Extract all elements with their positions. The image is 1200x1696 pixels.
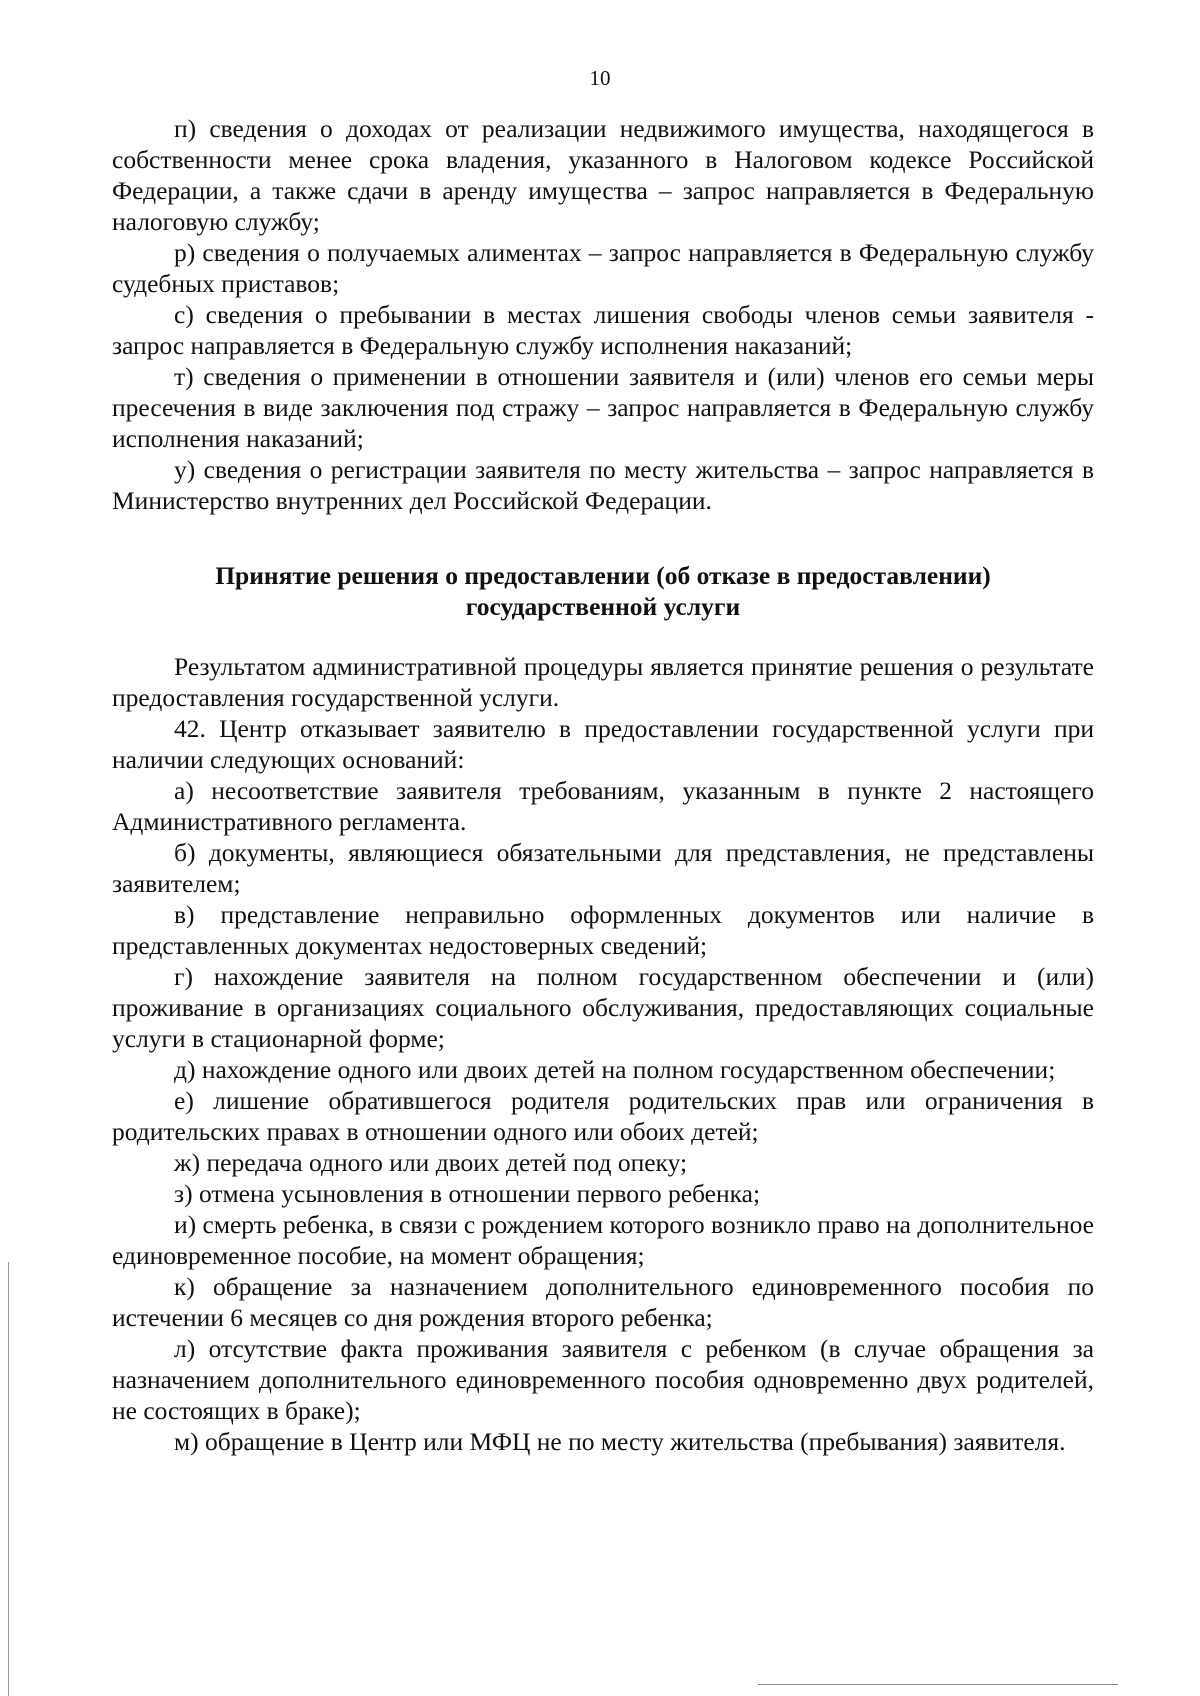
page-number: 10 [589, 66, 611, 90]
section-heading-line-1: Принятие решения о предоставлении (об отказе в предоставлении) [215, 561, 991, 590]
item-e: е) лишение обратившегося родителя родительских прав или ограничения в родительских правах в отношении одного или обоих детей; [112, 1086, 1094, 1146]
item-d: д) нахождение одного или двоих детей на полном государственном обеспечении; [174, 1055, 1056, 1084]
item-m: м) обращение в Центр или МФЦ не по месту жительства (пребывания) заявителя. [174, 1427, 1066, 1456]
section-heading [112, 560, 1094, 622]
item-i: и) смерть ребенка, в связи с рождением которого возникло право на дополнительное единовременное пособие, на момент обращения; [112, 1210, 1094, 1270]
item-s: с) сведения о пребывании в местах лишения свободы членов семьи заявителя - запрос направляется в Федеральную службу исполнения наказаний; [112, 300, 1094, 360]
item-k: к) обращение за назначением дополнительного единовременного пособия по истечении 6 месяцев со дня рождения второго ребенка; [112, 1272, 1094, 1332]
item-p: п) сведения о доходах от реализации недвижимого имущества, находящегося в собственности менее срока владения, указанного в Налоговом кодексе Российской Федерации, а также сдачи в аренду имущества – запрос направляется в Федеральную налоговую службу; [112, 114, 1094, 236]
item-l: л) отсутствие факта проживания заявителя с ребенком (в случае обращения за назначением дополнительного единовременного пособия одновременно двух родителей, не состоящих в браке); [112, 1334, 1094, 1425]
item-g: г) нахождение заявителя на полном государственном обеспечении и (или) проживание в организациях социального обслуживания, предоставляющих социальные услуги в стационарной форме; [112, 962, 1094, 1053]
item-b: б) документы, являющиеся обязательными для представления, не представлены заявителем; [112, 838, 1094, 898]
item-u: у) сведения о регистрации заявителя по месту жительства – запрос направляется в Министерство внутренних дел Российской Федерации. [112, 455, 1094, 515]
item-r: р) сведения о получаемых алиментах – запрос направляется в Федеральную службу судебных приставов; [112, 238, 1094, 298]
item-v: в) представление неправильно оформленных документов или наличие в представленных документах недостоверных сведений; [112, 900, 1094, 960]
result-paragraph: Результатом административной процедуры является принятие решения о результате предоставления государственной услуги. [112, 652, 1094, 712]
item-t: т) сведения о применении в отношении заявителя и (или) членов его семьи меры пресечения в виде заключения под стражу – запрос направляется в Федеральную службу исполнения наказаний; [112, 362, 1094, 453]
scan-bottom-line [758, 1684, 1118, 1685]
item-z: з) отмена усыновления в отношении первого ребенка; [174, 1179, 761, 1208]
item-a: а) несоответствие заявителя требованиям, указанным в пункте 2 настоящего Административного регламента. [112, 776, 1094, 836]
bottom-items-list [112, 651, 1094, 1457]
clause-42: 42. Центр отказывает заявителю в предоставлении государственной услуги при наличии следующих оснований: [112, 714, 1094, 774]
scan-edge-line [8, 1262, 9, 1696]
section-heading-line-2: государственной услуги [465, 592, 741, 621]
top-items-list [112, 113, 1094, 516]
item-zh: ж) передача одного или двоих детей под опеку; [174, 1148, 688, 1177]
